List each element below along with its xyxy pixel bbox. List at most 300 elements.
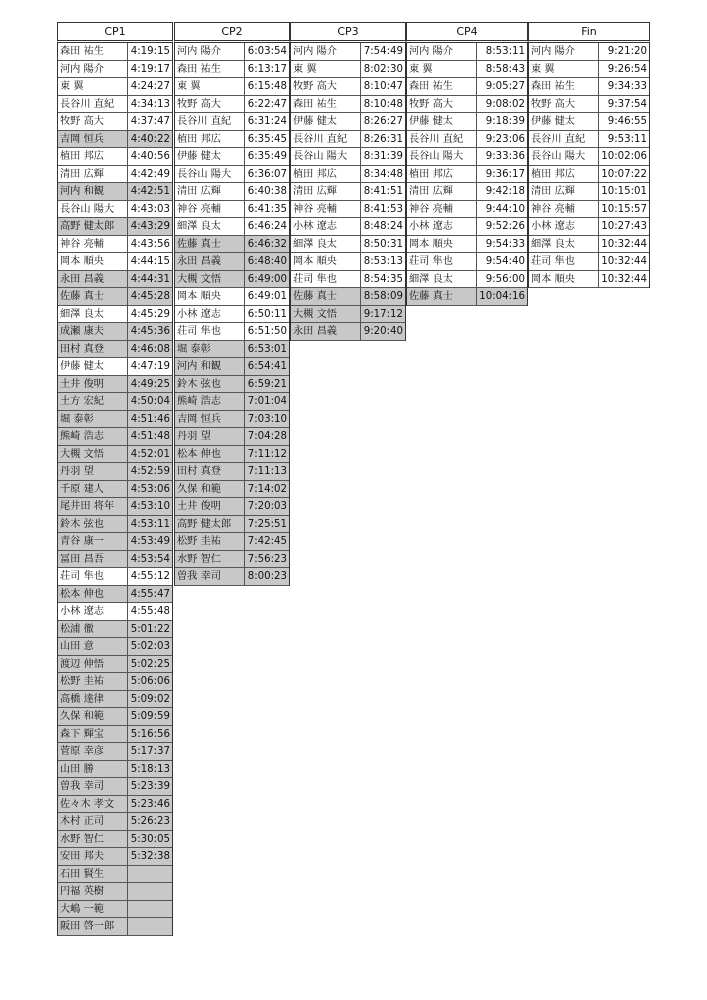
split-time: 10:02:06 [601, 151, 647, 162]
runner-name: 長谷山 陽大 [291, 148, 361, 165]
table-row [58, 183, 172, 201]
split-time: 6:35:49 [247, 151, 287, 162]
split-time: 4:46:08 [128, 341, 172, 358]
table-row [407, 131, 527, 149]
table-row [58, 271, 172, 289]
split-time: 8:00:23 [245, 568, 289, 585]
table-row [58, 201, 172, 219]
runner-name: 伊藤 健太 [529, 113, 599, 130]
split-time: 9:08:02 [485, 98, 525, 110]
split-time: 7:25:51 [245, 516, 289, 533]
runner-name: 長谷山 陽大 [407, 148, 477, 165]
runner-name: 神谷 亮輔 [58, 236, 128, 253]
split-time: 8:58:43 [485, 63, 525, 75]
runner-name: 伊藤 健太 [58, 358, 128, 375]
split-time: 8:31:39 [363, 151, 403, 162]
split-time: 9:56:00 [485, 273, 525, 285]
runner-name: 小林 遼志 [58, 603, 128, 620]
runner-name: 牧野 高大 [291, 78, 361, 95]
runner-name: 土井 俊明 [58, 376, 128, 393]
runner-name: 荘司 隼也 [175, 323, 245, 340]
split-time: 4:19:17 [130, 63, 170, 75]
table-row [58, 341, 172, 359]
runner-name: 高橋 達律 [58, 691, 128, 708]
runner-name: 長谷川 直紀 [175, 113, 245, 130]
table-row [175, 498, 289, 516]
split-time: 10:07:22 [601, 168, 647, 180]
runner-name: 河内 陽介 [407, 43, 477, 60]
table-row [175, 166, 289, 184]
table-row [175, 201, 289, 219]
table-row [529, 218, 649, 236]
split-time: 5:23:39 [128, 778, 172, 795]
runner-name: 熊崎 浩志 [175, 393, 245, 410]
runner-name: 細澤 良太 [291, 236, 361, 253]
split-time: 9:33:36 [485, 151, 525, 162]
table-row [291, 78, 405, 96]
table-row [58, 96, 172, 114]
table-row [175, 288, 289, 306]
runner-name: 長谷山 陽大 [58, 201, 128, 218]
table-row [529, 113, 649, 131]
split-time: 8:54:35 [363, 273, 403, 285]
table-row [58, 796, 172, 814]
table-row [407, 148, 527, 166]
split-time: 9:17:12 [361, 306, 405, 323]
runner-name: 牧野 高大 [175, 96, 245, 113]
runner-name: 牧野 高大 [407, 96, 477, 113]
table-row [291, 253, 405, 271]
split-time: 10:32:44 [601, 273, 647, 285]
split-time: 7:11:12 [245, 446, 289, 463]
runner-name: 長谷川 直紀 [58, 96, 128, 113]
table-row [175, 568, 289, 586]
table-row [58, 743, 172, 761]
table-row [58, 411, 172, 429]
table-row [291, 236, 405, 254]
runner-name: 高野 健太郎 [175, 516, 245, 533]
table-row [529, 78, 649, 96]
table-row [407, 96, 527, 114]
split-time: 4:53:10 [128, 498, 172, 515]
runner-name: 渡辺 伸悟 [58, 656, 128, 673]
split-time: 9:54:33 [485, 238, 525, 250]
table-row [407, 61, 527, 79]
split-time: 4:42:51 [128, 183, 172, 200]
table-row [58, 78, 172, 96]
runner-name: 小林 遼志 [529, 218, 599, 235]
table-row [529, 253, 649, 271]
split-time: 7:14:02 [245, 481, 289, 498]
split-time [128, 866, 172, 883]
split-time [128, 918, 172, 935]
split-time: 6:59:21 [245, 376, 289, 393]
table-row [58, 498, 172, 516]
split-time: 10:32:44 [601, 238, 647, 250]
split-time: 4:53:06 [128, 481, 172, 498]
column-header: CP3 [290, 22, 406, 43]
table-row [175, 516, 289, 534]
table-row [58, 901, 172, 919]
runner-name: 神谷 亮輔 [175, 201, 245, 218]
table-row [58, 656, 172, 674]
table-row [175, 96, 289, 114]
split-time: 10:15:01 [601, 186, 647, 197]
table-row [291, 288, 405, 306]
table-row [175, 183, 289, 201]
table-row [291, 183, 405, 201]
runner-name: 小林 遼志 [291, 218, 361, 235]
split-time: 8:26:31 [363, 133, 403, 145]
runner-name: 長谷川 直紀 [529, 131, 599, 148]
runner-name: 佐藤 真士 [58, 288, 128, 305]
split-time: 8:26:27 [363, 116, 403, 127]
runner-name: 小林 遼志 [407, 218, 477, 235]
table-row [58, 726, 172, 744]
table-row [58, 323, 172, 341]
runner-name: 植田 邦広 [291, 166, 361, 183]
checkpoint-column-cp1 [57, 22, 173, 936]
runner-name: 森下 輝宝 [58, 726, 128, 743]
runner-name: 土井 俊明 [175, 498, 245, 515]
table-row [58, 166, 172, 184]
table-row [58, 463, 172, 481]
column-header: CP4 [406, 22, 528, 43]
table-row [58, 638, 172, 656]
runner-name: 佐藤 真士 [407, 288, 477, 305]
split-time: 6:03:54 [247, 46, 287, 57]
split-time: 4:45:29 [130, 308, 170, 320]
table-row [58, 761, 172, 779]
runner-name: 永田 昌義 [291, 323, 361, 340]
split-time: 5:09:02 [128, 691, 172, 708]
split-time: 4:45:28 [128, 288, 172, 305]
split-time: 8:53:11 [485, 46, 525, 57]
split-time: 9:23:06 [485, 133, 525, 145]
checkpoint-column-cp2 [174, 22, 290, 586]
split-time: 4:24:27 [130, 81, 170, 92]
row-list [57, 43, 173, 936]
split-time [128, 883, 172, 900]
split-time: 9:46:55 [607, 116, 647, 127]
split-time: 9:36:17 [485, 168, 525, 180]
runner-name: 曽我 幸司 [175, 568, 245, 585]
table-row [407, 166, 527, 184]
table-row [175, 481, 289, 499]
runner-name: 水野 智仁 [175, 551, 245, 568]
split-time: 6:35:45 [247, 133, 287, 145]
split-time: 4:55:48 [130, 606, 170, 617]
split-time: 6:41:35 [247, 203, 287, 215]
table-row [291, 148, 405, 166]
split-time: 4:45:36 [128, 323, 172, 340]
split-time: 9:05:27 [485, 81, 525, 92]
table-row [58, 393, 172, 411]
table-row [175, 148, 289, 166]
table-row [291, 306, 405, 324]
split-time: 9:37:54 [607, 98, 647, 110]
runner-name: 安田 邦夫 [58, 848, 128, 865]
runner-name: 土方 宏紀 [58, 393, 128, 410]
table-row [407, 78, 527, 96]
split-time: 4:44:31 [128, 271, 172, 288]
split-time: 4:52:59 [128, 463, 172, 480]
table-row [175, 551, 289, 569]
split-time: 4:37:47 [130, 116, 170, 127]
table-row [58, 533, 172, 551]
runner-name: 佐藤 真士 [291, 288, 361, 305]
runner-name: 岡本 順央 [529, 271, 599, 288]
runner-name: 神谷 亮輔 [407, 201, 477, 218]
split-time: 5:16:56 [128, 726, 172, 743]
runner-name: 円福 英樹 [58, 883, 128, 900]
split-time: 6:49:00 [245, 271, 289, 288]
runner-name: 伊藤 健太 [291, 113, 361, 130]
runner-name: 佐々木 孝文 [58, 796, 128, 813]
table-row [529, 166, 649, 184]
runner-name: 松浦 徹 [58, 621, 128, 638]
runner-name: 森田 祐生 [529, 78, 599, 95]
table-row [58, 883, 172, 901]
table-row [529, 96, 649, 114]
table-row [175, 446, 289, 464]
runner-name: 大槻 文悟 [58, 446, 128, 463]
runner-name: 松野 圭祐 [58, 673, 128, 690]
runner-name: 成瀬 康夫 [58, 323, 128, 340]
runner-name: 丹羽 望 [58, 463, 128, 480]
runner-name: 山田 勝 [58, 761, 128, 778]
table-row [58, 813, 172, 831]
split-time: 4:44:15 [130, 256, 170, 267]
table-row [529, 61, 649, 79]
runner-name: 鈴木 弦也 [175, 376, 245, 393]
runner-name: 伊藤 健太 [407, 113, 477, 130]
table-row [58, 866, 172, 884]
table-row [529, 148, 649, 166]
runner-name: 阪田 啓一郎 [58, 918, 128, 935]
split-time: 4:43:03 [130, 203, 170, 215]
runner-name: 荘司 隼也 [58, 568, 128, 585]
table-row [407, 201, 527, 219]
runner-name: 鈴木 弦也 [58, 516, 128, 533]
split-time: 7:42:45 [245, 533, 289, 550]
table-row [291, 201, 405, 219]
runner-name: 尾井田 将年 [58, 498, 128, 515]
runner-name: 神谷 亮輔 [291, 201, 361, 218]
runner-name: 吉岡 恒兵 [58, 131, 128, 148]
column-header: CP1 [57, 22, 173, 43]
split-time: 6:13:17 [247, 63, 287, 75]
table-row [407, 43, 527, 61]
split-time: 10:15:57 [601, 203, 647, 215]
runner-name: 松本 伸也 [58, 586, 128, 603]
table-row [529, 271, 649, 289]
split-time: 4:34:13 [130, 98, 170, 110]
split-time: 4:42:49 [130, 168, 170, 180]
split-time: 6:53:01 [245, 341, 289, 358]
runner-name: 植田 邦広 [407, 166, 477, 183]
runner-name: 東 翼 [175, 78, 245, 95]
table-row [58, 568, 172, 586]
split-time: 8:53:13 [363, 256, 403, 267]
table-row [529, 236, 649, 254]
runner-name: 河内 和観 [58, 183, 128, 200]
split-time: 9:44:10 [485, 203, 525, 215]
runner-name: 細澤 良太 [407, 271, 477, 288]
split-time: 8:34:48 [363, 168, 403, 180]
runner-name: 木村 正司 [58, 813, 128, 830]
table-row [175, 61, 289, 79]
table-row [58, 778, 172, 796]
runner-name: 永田 昌義 [175, 253, 245, 270]
split-time: 7:20:03 [245, 498, 289, 515]
split-time: 7:56:23 [245, 551, 289, 568]
table-row [58, 516, 172, 534]
table-row [291, 131, 405, 149]
runner-name: 細澤 良太 [529, 236, 599, 253]
runner-name: 小林 遼志 [175, 306, 245, 323]
split-time: 6:46:24 [247, 221, 287, 232]
row-list [406, 43, 528, 306]
runner-name: 堀 泰彰 [175, 341, 245, 358]
runner-name: 清田 広輝 [407, 183, 477, 200]
table-row [291, 61, 405, 79]
table-row [175, 393, 289, 411]
table-row [175, 428, 289, 446]
split-time: 9:54:40 [485, 256, 525, 267]
split-time: 6:22:47 [247, 98, 287, 110]
runner-name: 細澤 良太 [175, 218, 245, 235]
table-row [58, 306, 172, 324]
table-row [529, 43, 649, 61]
split-time: 8:41:51 [363, 186, 403, 197]
split-time: 6:54:41 [245, 358, 289, 375]
runner-name: 東 翼 [58, 78, 128, 95]
table-row [58, 61, 172, 79]
runner-name: 清田 広輝 [529, 183, 599, 200]
table-row [175, 113, 289, 131]
runner-name: 東 翼 [291, 61, 361, 78]
table-row [407, 218, 527, 236]
split-time: 5:02:03 [128, 638, 172, 655]
runner-name: 大嶋 一範 [58, 901, 128, 918]
runner-name: 細澤 良太 [58, 306, 128, 323]
split-time: 6:36:07 [247, 168, 287, 180]
split-time: 6:50:11 [247, 308, 287, 320]
table-row [529, 183, 649, 201]
runner-name: 曽我 幸司 [58, 778, 128, 795]
table-row [58, 551, 172, 569]
split-time: 10:32:44 [601, 256, 647, 267]
runner-name: 森田 祐生 [407, 78, 477, 95]
table-row [58, 253, 172, 271]
table-row [58, 131, 172, 149]
table-row [529, 201, 649, 219]
table-row [407, 183, 527, 201]
split-time: 4:51:46 [128, 411, 172, 428]
runner-name: 久保 和範 [175, 481, 245, 498]
runner-name: 河内 陽介 [529, 43, 599, 60]
split-time: 6:15:48 [247, 81, 287, 92]
table-row [175, 78, 289, 96]
runner-name: 河内 和観 [175, 358, 245, 375]
split-time: 6:40:38 [247, 186, 287, 197]
table-row [291, 323, 405, 341]
runner-name: 東 翼 [529, 61, 599, 78]
split-time: 5:02:25 [128, 656, 172, 673]
split-time: 5:09:59 [128, 708, 172, 725]
runner-name: 大槻 文悟 [175, 271, 245, 288]
runner-name: 久保 和範 [58, 708, 128, 725]
runner-name: 田村 真登 [58, 341, 128, 358]
table-row [175, 323, 289, 341]
split-time: 4:49:25 [128, 376, 172, 393]
table-row [58, 708, 172, 726]
runner-name: 永田 昌義 [58, 271, 128, 288]
split-time: 4:43:29 [128, 218, 172, 235]
table-row [291, 218, 405, 236]
table-row [291, 96, 405, 114]
runner-name: 長谷山 陽大 [529, 148, 599, 165]
table-row [175, 533, 289, 551]
runner-name: 岡本 順央 [291, 253, 361, 270]
split-time: 5:26:23 [128, 813, 172, 830]
runner-name: 植田 邦広 [175, 131, 245, 148]
runner-name: 清田 広輝 [175, 183, 245, 200]
split-time: 4:51:48 [128, 428, 172, 445]
split-time: 8:50:31 [363, 238, 403, 250]
runner-name: 佐藤 真士 [175, 236, 245, 253]
table-row [175, 376, 289, 394]
table-row [58, 918, 172, 936]
table-row [58, 586, 172, 604]
checkpoint-column-cp3 [290, 22, 406, 341]
runner-name: 伊藤 健太 [175, 148, 245, 165]
table-row [529, 131, 649, 149]
table-row [175, 43, 289, 61]
runner-name: 大槻 文悟 [291, 306, 361, 323]
table-row [58, 148, 172, 166]
split-time: 9:26:54 [607, 63, 647, 75]
table-row [291, 43, 405, 61]
split-time: 6:49:01 [247, 291, 287, 302]
runner-name: 牧野 高大 [529, 96, 599, 113]
split-time: 7:04:28 [245, 428, 289, 445]
table-row [407, 113, 527, 131]
runner-name: 荘司 隼也 [529, 253, 599, 270]
split-time: 9:52:26 [485, 221, 525, 232]
table-row [291, 166, 405, 184]
table-row [291, 271, 405, 289]
split-time: 8:58:09 [361, 288, 405, 305]
runner-name: 石田 賢生 [58, 866, 128, 883]
split-time: 6:48:40 [245, 253, 289, 270]
split-time: 10:27:43 [601, 221, 647, 232]
split-time: 4:47:19 [130, 361, 170, 372]
runner-name: 岡本 順央 [407, 236, 477, 253]
runner-name: 菅原 幸彦 [58, 743, 128, 760]
table-row [407, 253, 527, 271]
runner-name: 松本 伸也 [175, 446, 245, 463]
split-time: 7:54:49 [363, 46, 403, 57]
runner-name: 東 翼 [407, 61, 477, 78]
table-row [58, 218, 172, 236]
runner-name: 清田 広輝 [291, 183, 361, 200]
table-row [175, 411, 289, 429]
table-row [58, 446, 172, 464]
row-list [290, 43, 406, 341]
table-row [58, 673, 172, 691]
